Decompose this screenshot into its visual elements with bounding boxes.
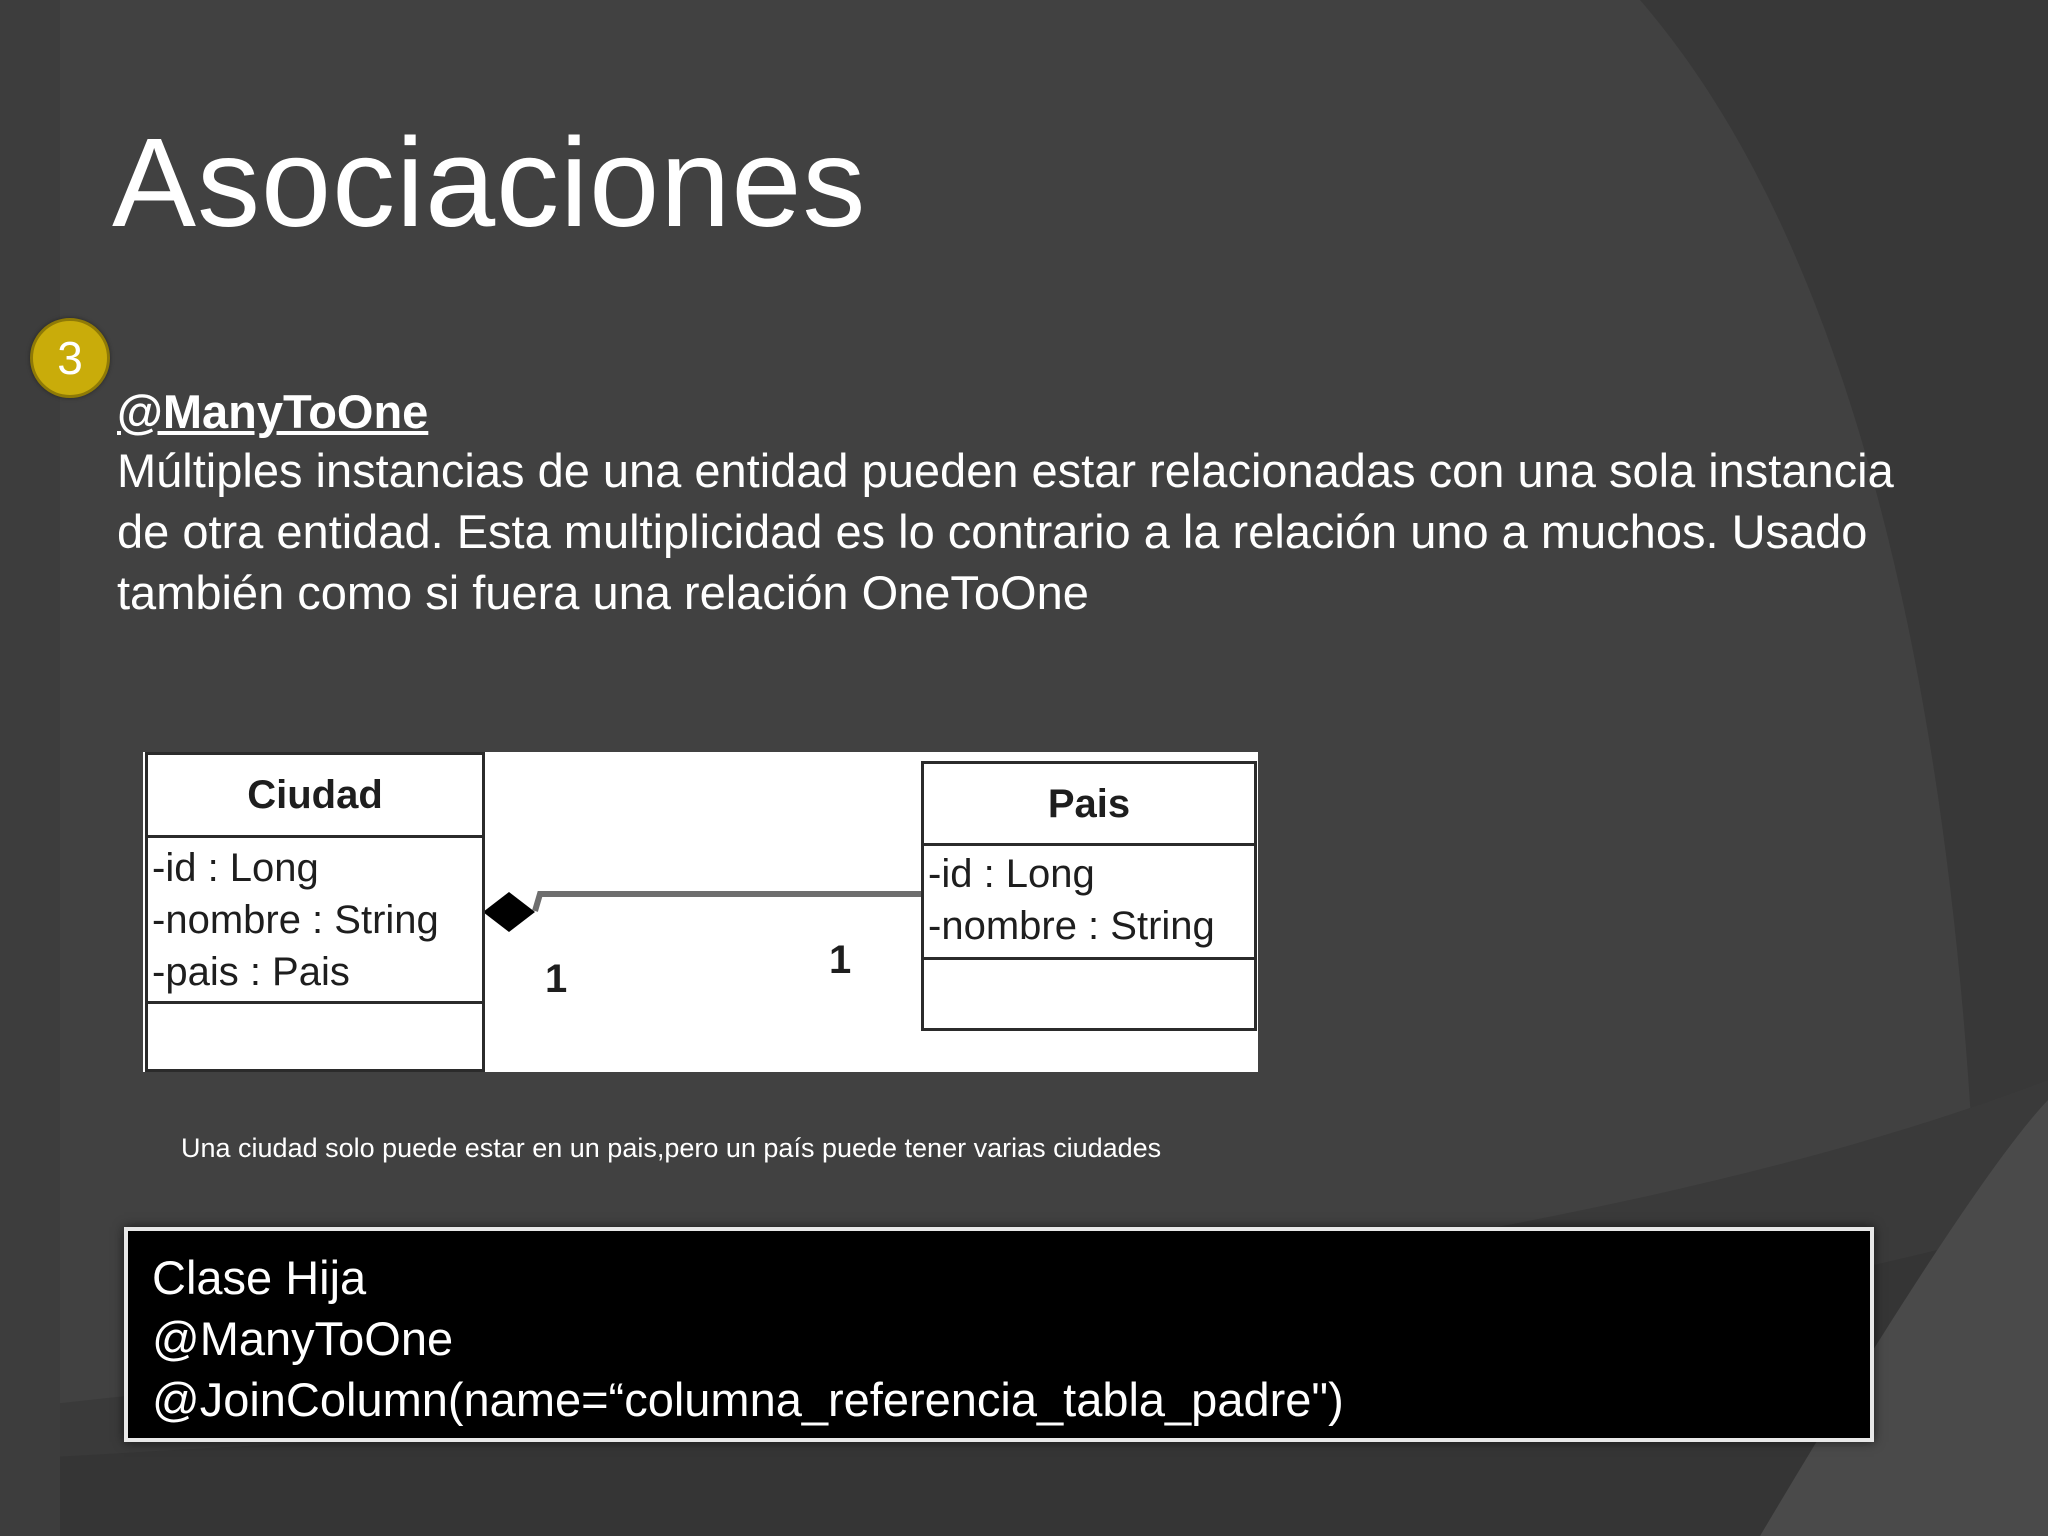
- attribute-id: -id : Long: [152, 846, 319, 890]
- multiplicity-left: 1: [545, 957, 568, 1001]
- slide-number-badge: 3: [30, 318, 110, 398]
- multiplicity-right: 1: [829, 938, 852, 982]
- class-name-ciudad: Ciudad: [148, 755, 482, 838]
- code-block: [124, 1227, 1874, 1442]
- slide-title: Asociaciones: [112, 112, 867, 253]
- class-attributes-pais: [924, 846, 1254, 960]
- code-line: @JoinColumn(name=“columna_referencia_tabla_padre"): [152, 1373, 1344, 1426]
- class-box-ciudad: [145, 752, 485, 1072]
- body-paragraph: Múltiples instancias de una entidad pueden estar relacionadas con una sola instancia de otra entidad. Esta multiplicidad es lo contrario a la relación uno a muchos. Usado también como si fuera una relación OneToOne: [117, 444, 1894, 619]
- code-line: Clase Hija: [152, 1251, 367, 1304]
- attribute-nombre: -nombre : String: [928, 904, 1215, 948]
- attribute-pais: -pais : Pais: [152, 950, 350, 994]
- diagram-caption: Una ciudad solo puede estar en un pais,pero un país puede tener varias ciudades: [181, 1133, 1162, 1163]
- code-line: @ManyToOne: [152, 1312, 454, 1365]
- composition-diamond-icon: [483, 892, 535, 932]
- class-box-pais: [921, 761, 1257, 1031]
- attribute-id: -id : Long: [928, 852, 1095, 896]
- uml-diagram: [143, 752, 1258, 1072]
- class-name-pais: Pais: [924, 764, 1254, 846]
- attribute-nombre: -nombre : String: [152, 898, 439, 942]
- section-heading: @ManyToOne: [117, 385, 429, 438]
- class-attributes-ciudad: [148, 838, 482, 1004]
